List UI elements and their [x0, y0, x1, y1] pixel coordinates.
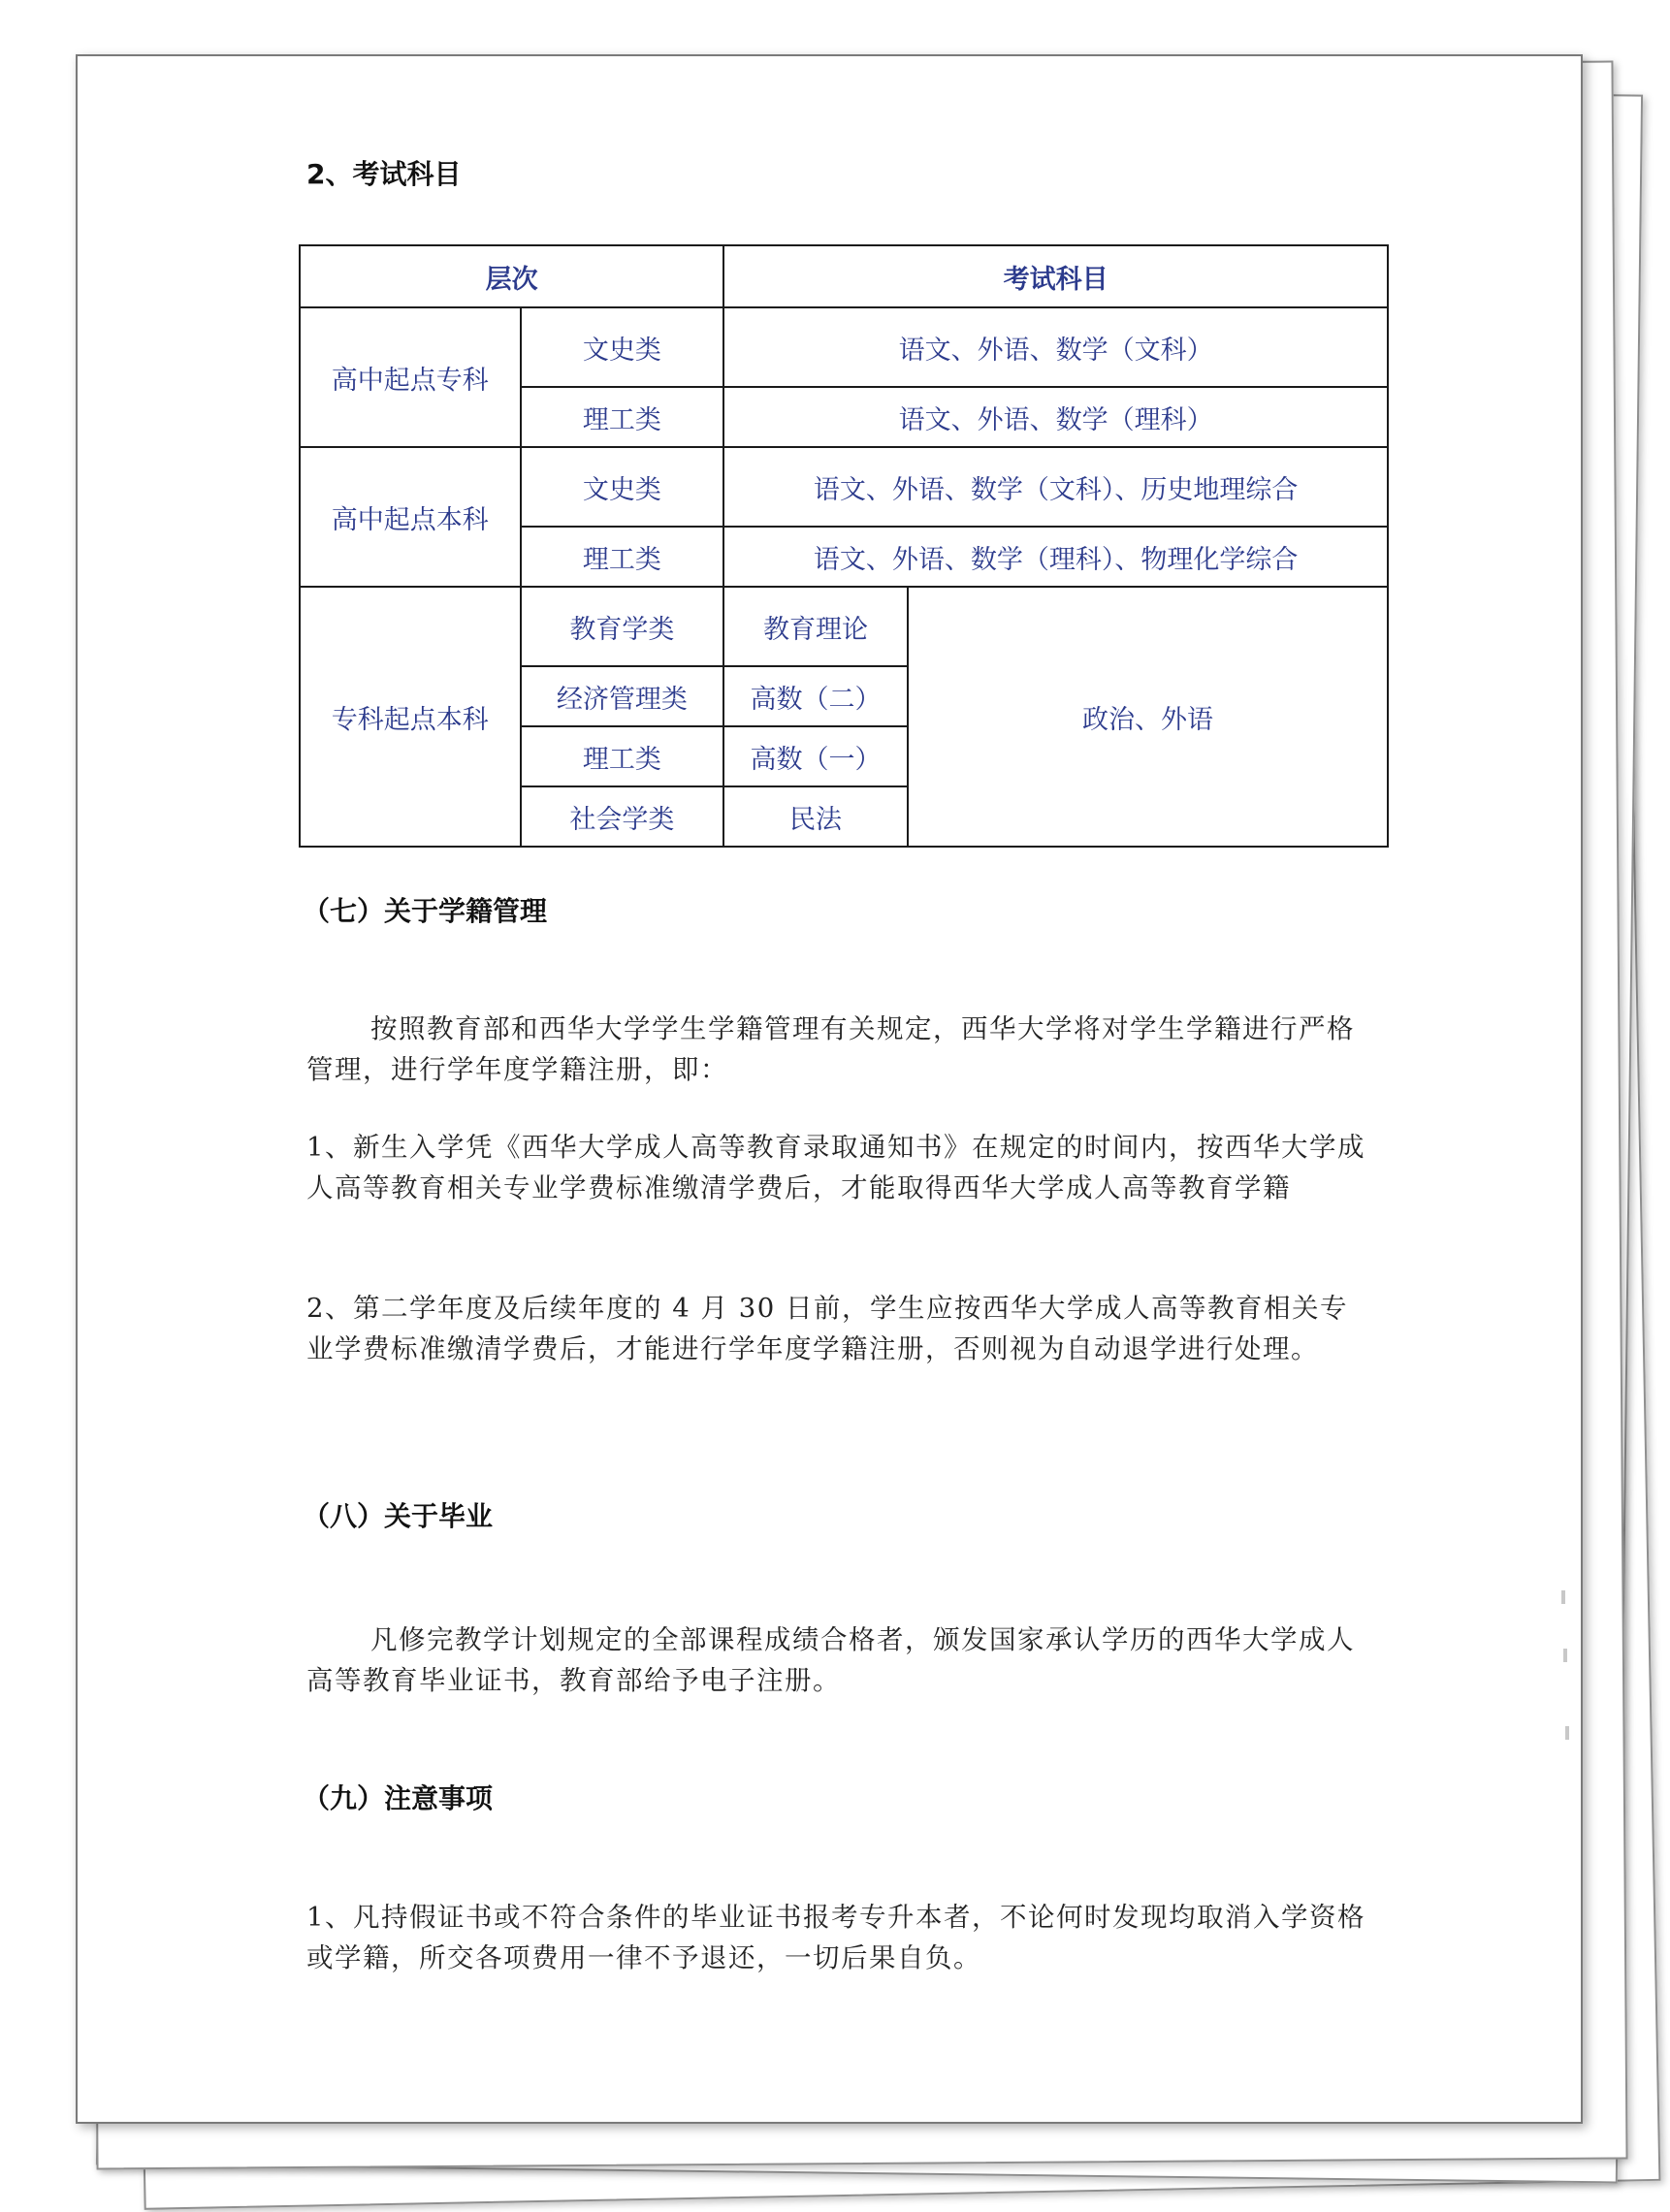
common-subjects-cell: 政治、外语 [908, 587, 1388, 847]
category-cell: 社会学类 [521, 786, 724, 847]
header-level: 层次 [300, 245, 723, 307]
scan-mark [1563, 1649, 1567, 1662]
subjects-cell: 语文、外语、数学（文科） [723, 307, 1388, 387]
section9-heading: （九）注意事项 [303, 1782, 494, 1814]
section7-item-1: 1、新生入学凭《西华大学成人高等教育录取通知书》在规定的时间内，按西华大学成人高等教育相关专业学费标准缴清学费后，才能取得西华大学成人高等教育学籍 [306, 1132, 1365, 1203]
subjects-cell: 语文、外语、数学（理科） [723, 387, 1388, 447]
section7-heading: （七）关于学籍管理 [303, 895, 548, 927]
subjects-cell: 语文、外语、数学（文科）、历史地理综合 [723, 447, 1388, 527]
section8-paragraph: 凡修完教学计划规定的全部课程成绩合格者，颁发国家承认学历的西华大学成人高等教育毕业证书，教育部给予电子注册。 [306, 1624, 1355, 1696]
scan-mark [1565, 1726, 1569, 1740]
table-row [300, 307, 1388, 387]
subjects-cell: 语文、外语、数学（理科）、物理化学综合 [723, 527, 1388, 587]
subject-cell: 教育理论 [723, 587, 908, 666]
header-subjects: 考试科目 [723, 245, 1388, 307]
category-cell: 教育学类 [521, 587, 724, 666]
page-content [78, 56, 1581, 2122]
subject-cell: 民法 [723, 786, 908, 847]
category-cell: 文史类 [521, 307, 724, 387]
category-cell: 理工类 [521, 726, 724, 786]
level-cell: 专科起点本科 [300, 587, 521, 847]
section9-item-1: 1、凡持假证书或不符合条件的毕业证书报考专升本者，不论何时发现均取消入学资格或学籍，所交各项费用一律不予退还，一切后果自负。 [306, 1902, 1365, 1973]
section7-item-2: 2、第二学年度及后续年度的 4 月 30 日前，学生应按西华大学成人高等教育相关专业学费标准缴清学费后，才能进行学年度学籍注册，否则视为自动退学进行处理。 [306, 1293, 1348, 1364]
table-row [300, 587, 1388, 666]
level-cell: 高中起点专科 [300, 307, 521, 447]
section8-heading: （八）关于毕业 [303, 1500, 494, 1532]
category-cell: 理工类 [521, 387, 724, 447]
level-cell: 高中起点本科 [300, 447, 521, 587]
category-cell: 经济管理类 [521, 666, 724, 726]
section7-paragraph: 按照教育部和西华大学学生学籍管理有关规定，西华大学将对学生学籍进行严格管理，进行学年度学籍注册，即： [306, 1013, 1355, 1085]
document-page [76, 54, 1583, 2124]
scan-mark [1561, 1590, 1565, 1604]
table-header-row [300, 245, 1388, 307]
subject-cell: 高数（二） [723, 666, 908, 726]
category-cell: 文史类 [521, 447, 724, 527]
category-cell: 理工类 [521, 527, 724, 587]
exam-subjects-heading: 2、考试科目 [306, 158, 462, 190]
table-row [300, 447, 1388, 527]
exam-subjects-table [299, 244, 1389, 848]
subject-cell: 高数（一） [723, 726, 908, 786]
